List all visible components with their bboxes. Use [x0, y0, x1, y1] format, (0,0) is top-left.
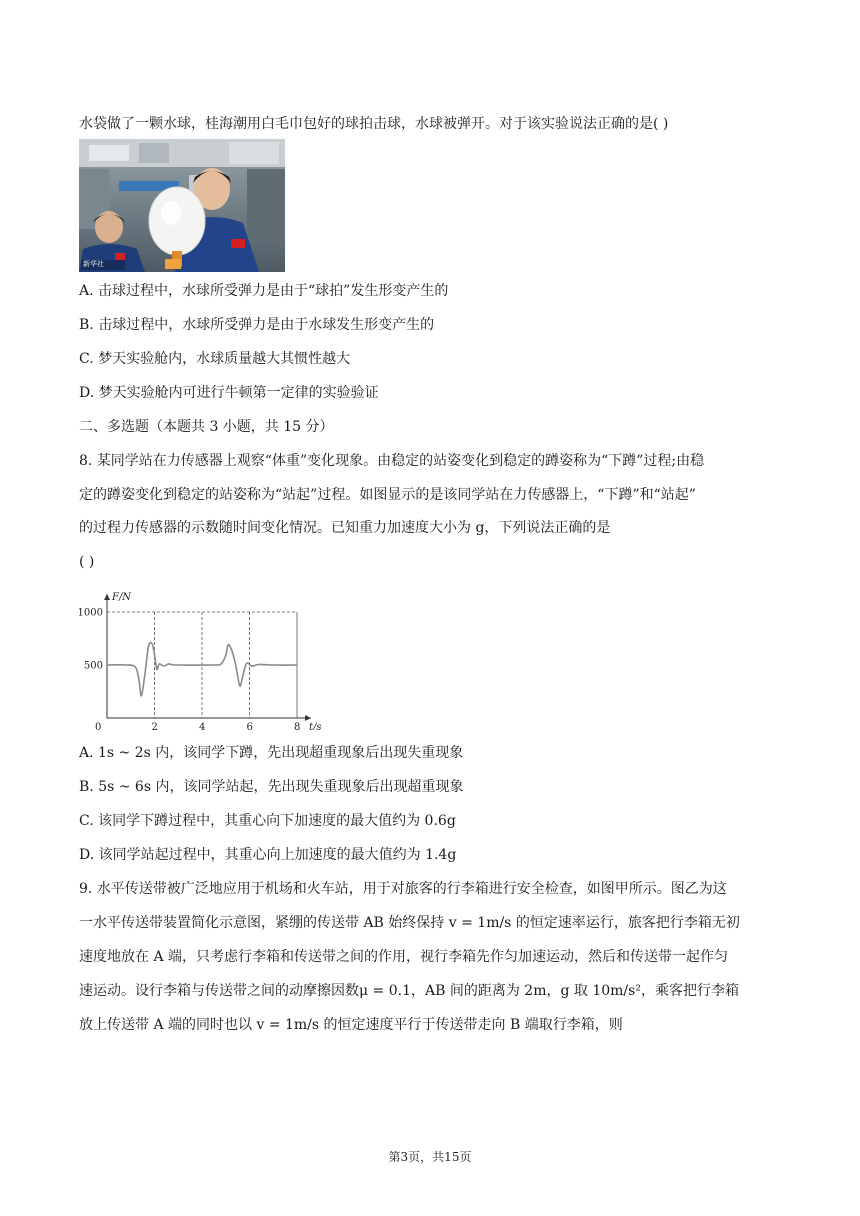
y-tick-label: 500 [83, 660, 103, 672]
x-axis-arrow [305, 715, 311, 721]
q9-line-5: 放上传送带 A 端的同时也以 v = 1m/s 的恒定速度平行于传送带走向 B 端取行李箱，则 [79, 1017, 623, 1033]
q9-line-1: 9. 水平传送带被广泛地应用于机场和火车站，用于对旅客的行李箱进行安全检查，如图甲所示。图乙为这 [79, 881, 727, 897]
q9-line-3: 速度地放在 A 端，只考虑行李箱和传送带之间的作用，视行李箱先作匀加速运动，然后和传送带一起作匀 [79, 949, 729, 965]
page-footer: 第3页，共15页 [388, 1150, 472, 1164]
q9-line-2: 一水平传送带装置简化示意图，紧绷的传送带 AB 始终保持 v = 1m/s 的恒定速率运行，旅客把行李箱无初 [79, 915, 740, 931]
photo-illustration [79, 139, 285, 272]
q7-option-b: B. 击球过程中，水球所受弹力是由于水球发生形变产生的 [79, 317, 435, 333]
q7-stem-end: 水袋做了一颗水球，桂海潮用白毛巾包好的球拍击球，水球被弹开。对于该实验说法正确的是( ) [79, 116, 669, 132]
q8-option-d: D. 该同学站起过程中，其重心向上加速度的最大值约为 1.4g [79, 847, 457, 863]
q8-option-b: B. 5s ~ 6s 内，该同学站起，先出现失重现象后出现超重现象 [79, 779, 464, 795]
q9-line-4: 速运动。设行李箱与传送带之间的动摩擦因数μ = 0.1，AB 间的距离为 2m，g 取 10m/s²，乘客把行李箱 [79, 983, 739, 999]
y-axis-arrow [104, 594, 110, 600]
force-time-chart [79, 590, 329, 734]
q8-line-1: 8. 某同学站在力传感器上观察“体重”变化现象。由稳定的站姿变化到稳定的蹲姿称为“下蹲”过程;由稳 [79, 453, 705, 469]
y-axis-label: F/N [112, 592, 132, 603]
q7-option-d: D. 梦天实验舱内可进行牛顿第一定律的实验验证 [79, 385, 379, 401]
q8-line-3: 的过程力传感器的示数随时间变化情况。已知重力加速度大小为 g，下列说法正确的是 [79, 520, 611, 536]
q8-option-c: C. 该同学下蹲过程中，其重心向下加速度的最大值约为 0.6g [79, 813, 456, 829]
x-tick-label: 4 [199, 722, 206, 730]
space-station-photo [79, 139, 285, 272]
photo-caption: 新华社 [83, 260, 104, 268]
q8-option-a: A. 1s ~ 2s 内，该同学下蹲，先出现超重现象后出现失重现象 [79, 745, 464, 761]
q7-option-c: C. 梦天实验舱内，水球质量越大其惯性越大 [79, 351, 351, 367]
q7-option-a: A. 击球过程中，水球所受弹力是由于“球拍”发生形变产生的 [79, 283, 449, 299]
x-tick-label: 0 [95, 722, 102, 730]
force-time-chart-svg [79, 590, 329, 730]
x-tick-label: 6 [246, 722, 253, 730]
y-tick-label: 1000 [79, 607, 103, 619]
q8-line-4: ( ) [79, 554, 95, 570]
q8-line-2: 定的蹲姿变化到稳定的站姿称为“站起”过程。如图显示的是该同学站在力传感器上，“下蹲”和“站起” [79, 487, 696, 503]
x-axis-label: t/s [309, 722, 322, 730]
x-tick-label: 8 [294, 722, 301, 730]
section-heading: 二、多选题（本题共 3 小题，共 15 分） [79, 419, 334, 435]
x-tick-label: 2 [151, 722, 158, 730]
